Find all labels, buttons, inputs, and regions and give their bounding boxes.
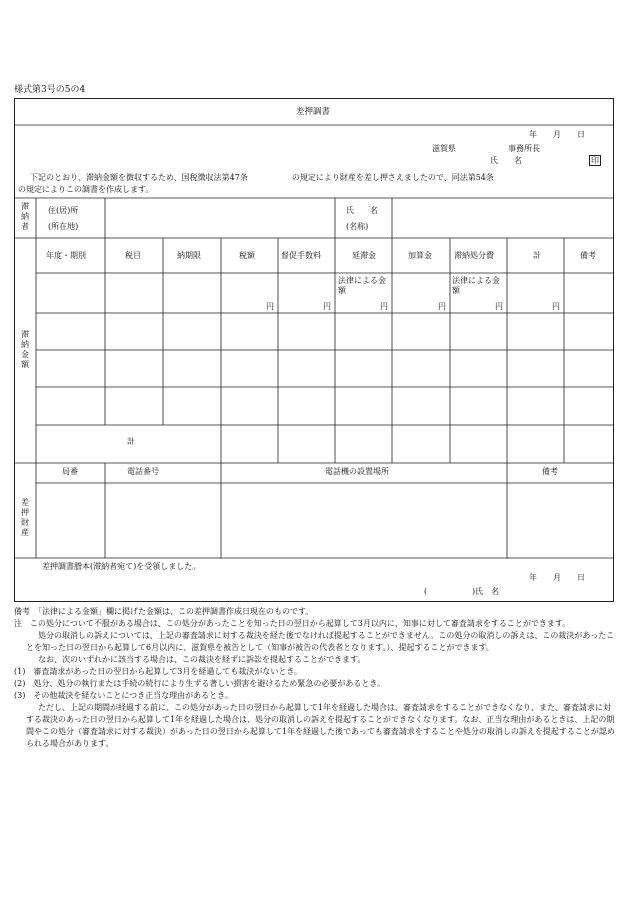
- legal-amount-disposition: 法律による金額: [452, 276, 500, 295]
- yen-late: 円: [380, 302, 388, 311]
- note-para3: なお、次のいずれかに該当する場合は、この裁決を経ずに訴訟を提起することができます。: [38, 655, 366, 664]
- col-phone-location: 電話機の設置場所: [325, 467, 389, 476]
- taxpayer-side-label: 滞納者: [21, 202, 29, 231]
- col-phone-number: 電話番号: [127, 467, 159, 476]
- form-title: 差押調書: [296, 107, 331, 117]
- receipt-date: 年 月 日: [529, 573, 585, 582]
- remark-line: 備考 「法律による金額」欄に掲げた金額は、この差押調書作成日現在のものです。: [14, 607, 314, 616]
- col-remarks: 備考: [580, 251, 596, 260]
- yen-disposition: 円: [495, 302, 503, 311]
- col-tax-amount: 税額: [239, 251, 255, 260]
- address-label: 住(居)所: [48, 206, 79, 215]
- office-prefecture: 滋賀県: [432, 144, 456, 153]
- issue-date: 年 月 日: [529, 130, 585, 139]
- yen-total: 円: [552, 302, 560, 311]
- notes-section: [14, 606, 616, 750]
- note-para2: 処分の取消しの訴えについては、上記の審査請求に対する裁決を経た後でなければ提起することができません。この処分の取消しの訴えは、この裁決があったことを知った日の翌日から起算して6月以内に、滋賀県を被告として（知事が被告の代表者となります。）、提起することができます。: [26, 631, 615, 652]
- col-additional-tax: 加算金: [408, 251, 432, 260]
- note-item-1: (1) 審査請求があった日の翌日から起算して3月を経過しても裁決がないとき。: [14, 667, 303, 676]
- intro-line1: 下記のとおり、滞納金額を徴収するため、国税徴収法第47条: [30, 173, 248, 182]
- col-due-date: 納期限: [177, 251, 201, 260]
- col-total: 計: [533, 251, 541, 260]
- note-item-2: (2) 処分、処分の執行または手続の続行により生ずる著しい損害を避けるため緊急の必要があるとき。: [14, 679, 386, 688]
- legal-amount-late: 法律による金額: [338, 276, 386, 295]
- yen-reminder: 円: [323, 302, 331, 311]
- note-para4: ただし、上記の期間が経過する前に、この処分があった日の翌日から起算して1年を経過した場合は、審査請求をすることができなくなり、また、審査請求に対する裁決のあった日の翌日から起算して1年を経過した場合は、処分の取消しの訴えを提起することができなくなります。なお、正当な理由があるときは、上記の期間やこの処分（審査請求に対する裁決）があった日の翌日から起算して1年を経過した後であっても審査請求をすることや処分の取消しの訴えを提起することが認められる場合があります。: [26, 703, 615, 748]
- name-sub-label: (名称): [346, 222, 369, 231]
- total-row-label: 計: [127, 437, 135, 446]
- col-tax-item: 税目: [125, 251, 141, 260]
- form-number: 様式第3号の5の4: [14, 85, 86, 95]
- col-late-charge: 延滞金: [352, 251, 376, 260]
- yen-additional: 円: [438, 302, 446, 311]
- col-seized-remarks: 備考: [542, 467, 558, 476]
- col-exchange-code: 局番: [62, 467, 78, 476]
- office-label: 事務所長: [508, 144, 540, 153]
- name-label: 氏 名: [346, 206, 378, 215]
- intro-line2: の規定によりこの調書を作成します。: [18, 185, 154, 194]
- col-reminder-fee: 督促手数料: [281, 251, 321, 260]
- col-disposition-cost: 滞納処分費: [454, 251, 494, 260]
- official-name-label: 氏 名: [490, 156, 522, 165]
- intro-line1b: の規定により財産を差し押さえましたので、同法第54条: [291, 173, 494, 182]
- note-intro: 注 この処分について不服がある場合は、この処分があったことを知った日の翌日から起算して3月以内に、知事に対して審査請求をすることができます。: [14, 619, 571, 628]
- col-fiscal-period: 年度・期別: [46, 251, 86, 260]
- seal-mark: 印: [591, 156, 599, 165]
- arrears-side-label: 滞納金額: [21, 330, 29, 369]
- yen-tax: 円: [266, 302, 274, 311]
- address-sub-label: (所在地): [48, 222, 79, 231]
- receipt-name-label: )氏 名: [472, 587, 500, 596]
- receipt-text: 差押調書謄本(滞納者宛て)を受領しました。: [42, 562, 201, 571]
- receipt-open-paren: (: [424, 587, 428, 596]
- note-item-3: (3) その他裁決を経ないことにつき正当な理由があるとき。: [14, 691, 233, 700]
- seized-side-label: 差押財産: [21, 498, 29, 537]
- intro-text: [18, 172, 608, 196]
